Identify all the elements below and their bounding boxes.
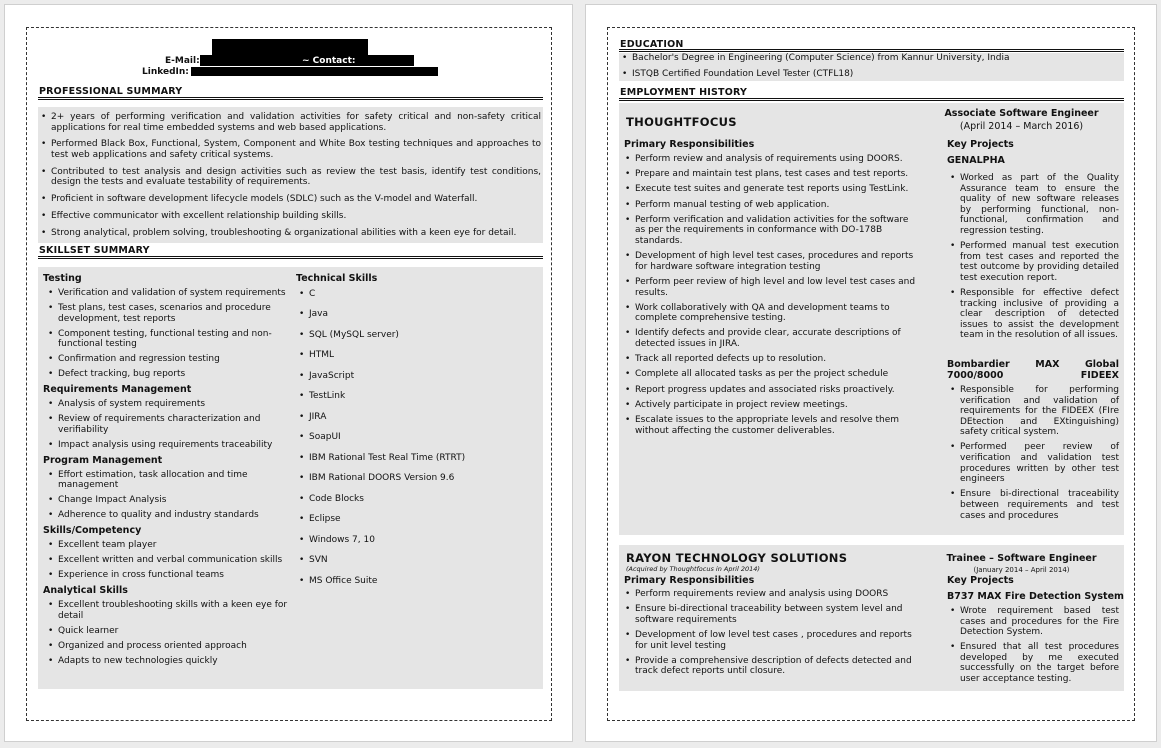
summary-item: • Contributed to test analysis and design activities such as review the test basis, identify test conditions, design the tests and evaluate testability of requirements.	[38, 167, 541, 188]
section-rule	[619, 98, 1124, 101]
responsibility-item: • Identify defects and provide clear, accurate descriptions of detected issues in JIRA.	[622, 328, 917, 349]
technical-skills-title: Technical Skills	[296, 273, 378, 284]
responsibility-item: • Execute test suites and generate test reports using TestLink.	[622, 184, 917, 195]
technical-skill-item: • MS Office Suite	[296, 576, 536, 587]
project-item: • Wrote requirement based test cases and procedures for the Fire Detection System.	[947, 606, 1119, 638]
project-name: GENALPHA	[947, 155, 1005, 166]
skill-item: • Confirmation and regression testing	[45, 354, 288, 365]
responsibility-item: • Development of high level test cases, procedures and reports for hardware software integration testing	[622, 251, 917, 272]
skill-category-title: Program Management	[43, 454, 163, 466]
skill-item: • Component testing, functional testing and non-functional testing	[45, 329, 288, 350]
skillset-summary-title: SKILLSET SUMMARY	[39, 245, 150, 256]
technical-skill-item: • SVN	[296, 555, 536, 566]
summary-item: • Effective communicator with excellent relationship building skills.	[38, 211, 541, 222]
responsibility-item: • Track all reported defects up to resolution.	[622, 354, 917, 365]
project-item: • Performed peer review of verification and validation test procedures written by other test engineers	[947, 442, 1119, 484]
resume-page-1	[4, 4, 573, 742]
technical-skill-item: • IBM Rational DOORS Version 9.6	[296, 473, 536, 484]
responsibilities-title: Primary Responsibilities	[624, 139, 755, 150]
skill-category-list	[43, 540, 288, 581]
responsibility-item: • Report progress updates and associated risks proactively.	[622, 385, 917, 396]
summary-box	[38, 107, 543, 243]
job-thoughtfocus	[619, 103, 1124, 535]
section-rule	[38, 256, 543, 259]
skill-item: • Defect tracking, bug reports	[45, 369, 288, 380]
summary-item: • 2+ years of performing verification and validation activities for safety critical and non-safety critical applications for real time embedded systems and web based applications.	[38, 112, 541, 133]
skill-item: • Experience in cross functional teams	[45, 570, 288, 581]
section-rule	[38, 97, 543, 100]
responsibility-item: • Prepare and maintain test plans, test cases and test reports.	[622, 169, 917, 180]
resume-page-2	[585, 4, 1157, 742]
project-item: • Ensured that all test procedures developed by me executed successfully on the target before user acceptance testing.	[947, 642, 1119, 684]
redacted-name	[212, 39, 368, 56]
technical-skill-item: • SoapUI	[296, 432, 536, 443]
responsibility-item: • Perform requirements review and analysis using DOORS	[622, 589, 917, 600]
responsibility-item: • Development of low level test cases , procedures and reports for unit level testing	[622, 630, 917, 651]
company-name: RAYON TECHNOLOGY SOLUTIONS	[626, 551, 848, 565]
responsibilities-list	[622, 154, 917, 441]
skill-category-title: Analytical Skills	[43, 585, 128, 597]
skill-category-title: Skills/Competency	[43, 525, 142, 537]
skill-category-list	[43, 600, 288, 666]
skill-item: • Quick learner	[45, 626, 288, 637]
employment-history-title: EMPLOYMENT HISTORY	[620, 87, 748, 98]
responsibility-item: • Provide a comprehensive description of defects detected and track defect reports until closure.	[622, 656, 917, 677]
redacted-email	[200, 55, 300, 66]
project-item: • Responsible for performing verification and validation of requirements for the FIDEEX (FIre DEtection and EXtinguishing) safety critical system.	[947, 385, 1119, 438]
key-projects-title: Key Projects	[947, 139, 1014, 150]
job-rayon	[619, 545, 1124, 691]
email-label: E-Mail:	[165, 56, 200, 66]
technical-skill-item: • IBM Rational Test Real Time (RTRT)	[296, 453, 536, 464]
skill-category-list	[43, 399, 288, 450]
skill-item: • Organized and process oriented approach	[45, 641, 288, 652]
skill-category-list	[43, 288, 288, 380]
summary-item: • Proficient in software development lifecycle models (SDLC) such as the V-model and Waterfall.	[38, 194, 541, 205]
skill-category-title: Testing	[43, 273, 82, 284]
responsibility-item: • Perform manual testing of web application.	[622, 200, 917, 211]
job-role: Associate Software Engineer	[944, 108, 1099, 119]
summary-list	[38, 107, 543, 238]
skill-item: • Excellent team player	[45, 540, 288, 551]
technical-skill-item: • TestLink	[296, 391, 536, 402]
responsibility-item: • Escalate issues to the appropriate levels and resolve them without affecting the customer deliverables.	[622, 415, 917, 436]
job-role: Trainee – Software Engineer	[946, 553, 1097, 564]
contact-label: ~ Contact:	[302, 56, 356, 66]
summary-item: • Strong analytical, problem solving, troubleshooting & organizational abilities with a keen eye for detail.	[38, 228, 541, 239]
responsibility-item: • Perform peer review of high level and low level test cases and results.	[622, 277, 917, 298]
skill-item: • Excellent written and verbal communication skills	[45, 555, 288, 566]
job-dates: (January 2014 – April 2014)	[973, 566, 1070, 574]
project-item: • Responsible for effective defect tracking inclusive of providing a clear description of detected issues to assist the development team in the resolution of all issues.	[947, 288, 1119, 341]
skill-category-title: Requirements Management	[43, 384, 192, 396]
education-item: • Bachelor's Degree in Engineering (Computer Science) from Kannur University, India	[619, 53, 1124, 64]
linkedin-label: LinkedIn:	[142, 67, 189, 77]
technical-skill-item: • Windows 7, 10	[296, 535, 536, 546]
responsibilities-title: Primary Responsibilities	[624, 575, 755, 586]
section-rule	[619, 49, 1124, 52]
responsibility-item: • Ensure bi-directional traceability between system level and software requirements	[622, 604, 917, 625]
skillset-box	[38, 267, 543, 689]
education-item: • ISTQB Certified Foundation Level Tester (CTFL18)	[619, 69, 1124, 80]
project-item: • Performed manual test execution from test cases and reported the test outcome by providing detailed test execution report.	[947, 241, 1119, 283]
company-name: THOUGHTFOCUS	[626, 115, 737, 129]
skill-item: • Review of requirements characterization and verifiability	[45, 414, 288, 435]
responsibility-item: • Work collaboratively with QA and development teams to complete comprehensive testing.	[622, 303, 917, 324]
technical-skill-item: • Eclipse	[296, 514, 536, 525]
education-list	[619, 53, 1124, 80]
responsibilities-list	[622, 589, 917, 682]
skill-item: • Verification and validation of system requirements	[45, 288, 288, 299]
technical-skill-item: • C	[296, 289, 536, 300]
project-name: B737 MAX Fire Detection System	[947, 591, 1124, 602]
skill-item: • Effort estimation, task allocation and time management	[45, 470, 288, 491]
skill-item: • Excellent troubleshooting skills with a keen eye for detail	[45, 600, 288, 621]
responsibility-item: • Complete all allocated tasks as per the project schedule	[622, 369, 917, 380]
project-item: • Ensure bi-directional traceability between requirements and test cases and procedures	[947, 489, 1119, 521]
summary-item: • Performed Black Box, Functional, System, Component and White Box testing techniques and approaches to test web applications and safety critical systems.	[38, 139, 541, 160]
project-list	[947, 173, 1119, 345]
project-list	[947, 385, 1119, 526]
technical-skill-item: • HTML	[296, 350, 536, 361]
skill-item: • Change Impact Analysis	[45, 495, 288, 506]
key-projects-title: Key Projects	[947, 575, 1014, 586]
technical-skills	[296, 273, 536, 596]
skill-item: • Adapts to new technologies quickly	[45, 656, 288, 667]
skill-item: • Impact analysis using requirements traceability	[45, 440, 288, 451]
redacted-linkedin	[191, 67, 438, 76]
skill-item: • Adherence to quality and industry standards	[45, 510, 288, 521]
skill-item: • Analysis of system requirements	[45, 399, 288, 410]
responsibility-item: • Perform review and analysis of requirements using DOORS.	[622, 154, 917, 165]
responsibility-item: • Actively participate in project review meetings.	[622, 400, 917, 411]
company-note: (Acquired by Thoughtfocus in April 2014)	[626, 565, 760, 573]
technical-skill-item: • Java	[296, 309, 536, 320]
project-name: Bombardier MAX Global 7000/8000 FIDEEX	[947, 359, 1119, 381]
technical-skills-list	[296, 289, 536, 586]
skill-category-list	[43, 470, 288, 521]
technical-skill-item: • JIRA	[296, 412, 536, 423]
responsibility-item: • Perform verification and validation activities for the software as per the requirements in conformance with DO-178B standards.	[622, 215, 917, 247]
project-list	[947, 606, 1119, 689]
education-title: EDUCATION	[620, 39, 684, 50]
technical-skill-item: • Code Blocks	[296, 494, 536, 505]
technical-skill-item: • SQL (MySQL server)	[296, 330, 536, 341]
skill-categories	[43, 273, 288, 671]
skill-item: • Test plans, test cases, scenarios and procedure development, test reports	[45, 303, 288, 324]
technical-skill-item: • JavaScript	[296, 371, 536, 382]
project-item: • Worked as part of the Quality Assurance team to ensure the quality of new software releases by performing functional, non-functional, confirmation and regression testing.	[947, 173, 1119, 237]
professional-summary-title: PROFESSIONAL SUMMARY	[39, 86, 183, 97]
job-dates: (April 2014 – March 2016)	[959, 121, 1084, 132]
education-box	[619, 53, 1124, 81]
